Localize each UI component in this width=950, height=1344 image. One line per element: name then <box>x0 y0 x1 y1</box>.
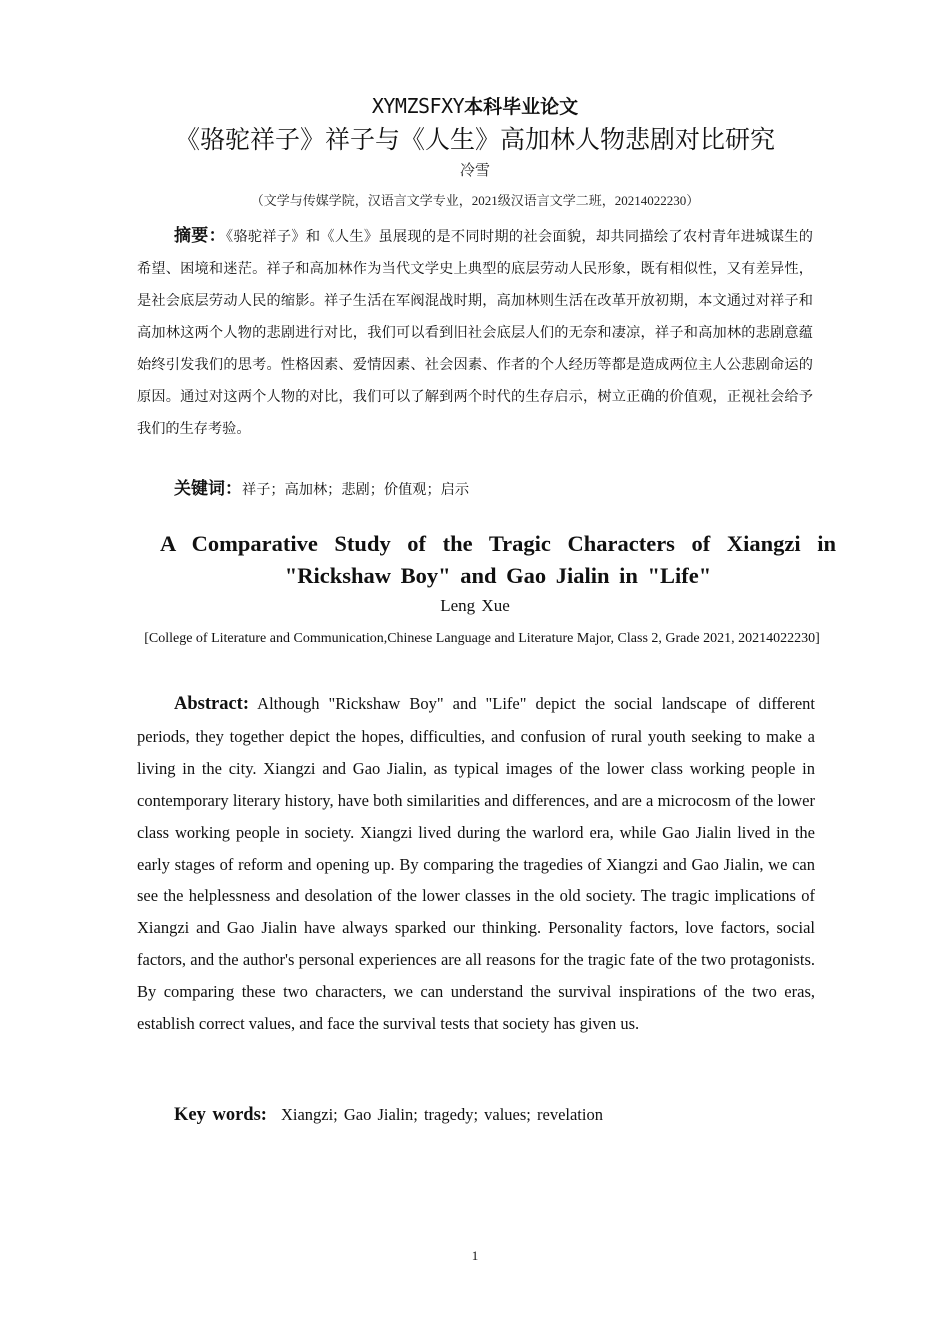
school-code: XYMZSFXY <box>371 94 465 118</box>
english-keywords-label: Key words: <box>174 1105 267 1125</box>
chinese-affiliation: （文学与传媒学院，汉语言文学专业，2021级汉语言文学二班，20214022230） <box>250 193 700 208</box>
thesis-header <box>0 92 950 119</box>
chinese-keywords-text: 祥子；高加林；悲剧；价值观；启示 <box>242 482 470 498</box>
english-keywords <box>174 1105 814 1126</box>
english-keywords-text: Xiangzi; Gao Jialin; tragedy; values; revelation <box>280 1105 603 1124</box>
english-author: Leng Xue <box>440 596 510 615</box>
english-affiliation: [College of Literature and Communication,Chinese Language and Literature Major, Class 2, Grade 2021, 20214022230] <box>144 631 820 646</box>
chinese-title: 《骆驼祥子》祥子与《人生》高加林人物悲剧对比研究 <box>174 125 775 154</box>
chinese-abstract <box>137 220 813 445</box>
chinese-abstract-label: 摘要： <box>174 226 226 246</box>
chinese-author: 冷雪 <box>459 163 490 179</box>
english-abstract-text: Although "Rickshaw Boy" and "Life" depict the social landscape of different periods, they together depict the hopes, difficulties, and confusion of rural youth seeking to make a living in the city. Xiangzi and Gao Jialin, as typical images of the lower class working people in contemporary literary history, have both similarities and differences, and are a microcosm of the lower class working people in society. Xiangzi lived during the warlord era, while Gao Jialin lived in the early stages of reform and opening up. By comparing the tragedies of Xiangzi and Gao Jialin, we can see the helplessness and desolation of the lower classes in the old society. The tragic implications of Xiangzi and Gao Jialin have always sparked our thinking. Personality factors, love factors, social factors, and the author's personal experiences are all reasons for the tragic fate of the two protagonists. By comparing these two characters, we can understand the survival inspirations of the two eras, establish correct values, and face the survival tests that society has given us. <box>137 694 815 1034</box>
english-abstract <box>137 688 815 1040</box>
english-abstract-label: Abstract: <box>174 694 250 714</box>
chinese-keywords-label: 关键词： <box>174 479 242 499</box>
thesis-type-label: 本科毕业论文 <box>464 96 579 118</box>
chinese-abstract-text: 《骆驼祥子》和《人生》虽展现的是不同时期的社会面貌，却共同描绘了农村青年进城谋生的希望、困境和迷茫。祥子和高加林作为当代文学史上典型的底层劳动人民形象，既有相似性，又有差异性，是社会底层劳动人民的缩影。祥子生活在军阀混战时期，高加林则生活在改革开放初期，本文通过对祥子和高加林这两个人物的悲剧进行对比，我们可以看到旧社会底层人们的无奈和凄凉，祥子和高加林的悲剧意蕴始终引发我们的思考。性格因素、爱情因素、社会因素、作者的个人经历等都是造成两位主人公悲剧命运的原因。通过对这两个人物的对比，我们可以了解到两个时代的生存启示，树立正确的价值观，正视社会给予我们的生存考验。 <box>137 229 813 437</box>
chinese-keywords <box>174 474 814 499</box>
english-title: A Comparative Study of the Tragic Characters of Xiangzi in "Rickshaw Boy" and Gao Jialin in "Life" <box>160 531 836 588</box>
page-number: 1 <box>471 1248 479 1263</box>
